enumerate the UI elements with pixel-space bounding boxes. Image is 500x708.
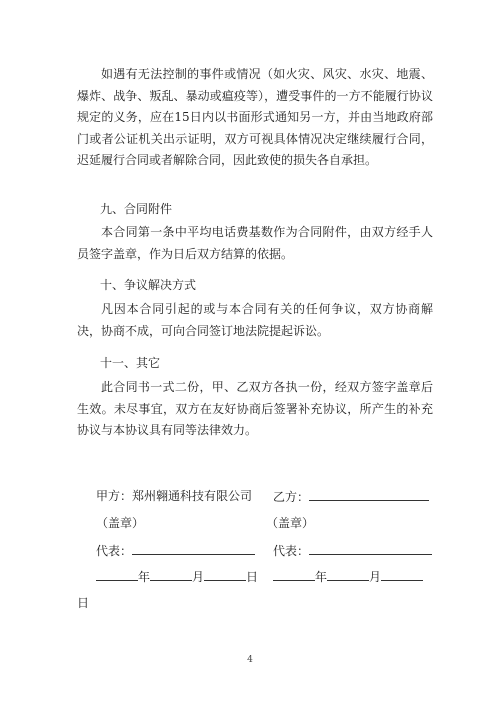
section-9-heading: 九、合同附件: [100, 202, 173, 216]
section-11-paragraph: 此合同书一式二份，甲、乙双方各执一份，经双方签字盖章后生效。未尽事宜，双方在友好协商后签署补充协议，所产生的补充协议与本协议具有同等法律效力。: [77, 380, 433, 437]
party-a-representative-line: [96, 542, 255, 559]
party-a-month-blank[interactable]: [150, 568, 192, 581]
party-a-name: 郑州翱通科技有限公司: [132, 489, 253, 503]
party-b-day-blank[interactable]: [381, 568, 423, 581]
section-11-heading: 十一、其它: [100, 356, 161, 370]
party-a-date-line: [96, 568, 258, 585]
force-majeure-paragraph: 如遇有无法控制的事件或情况（如火灾、风灾、水灾、地震、爆炸、战争、叛乱、暴动或瘟疫等），遭受事件的一方不能履行协议规定的义务，应在15日内以书面形式通知另一方，并由当地政府部门或者公证机关出示证明，双方可视具体情况决定继续履行合同，迟延履行合同或者解除合同，因此致使的损失各自承担。: [77, 67, 433, 167]
party-b-month-blank[interactable]: [327, 568, 369, 581]
party-b-representative-line: [273, 542, 432, 559]
party-a-seal: （盖章）: [96, 516, 145, 530]
section-10-heading: 十、争议解决方式: [100, 278, 197, 292]
party-b-seal: （盖章）: [266, 516, 315, 530]
party-a-rep-blank[interactable]: [132, 542, 255, 555]
page-number: 4: [247, 655, 253, 665]
party-a-line: [96, 488, 252, 504]
party-a-year-blank[interactable]: [96, 568, 138, 581]
party-a-year-label: 年: [138, 570, 151, 584]
party-b-line: [273, 488, 429, 505]
party-b-day-label: 日: [77, 596, 90, 610]
section-10-paragraph: 凡因本合同引起的或与本合同有关的任何争议，双方协商解决，协商不成，可向合同签订地法院提起诉讼。: [77, 302, 433, 338]
party-a-day-blank[interactable]: [204, 568, 246, 581]
party-b-year-blank[interactable]: [273, 568, 315, 581]
party-b-name-blank[interactable]: [309, 488, 429, 501]
party-b-label: 乙方：: [273, 490, 310, 504]
party-a-rep-label: 代表：: [96, 544, 133, 558]
party-b-month-label: 月: [369, 570, 382, 584]
party-a-day-label: 日: [246, 570, 259, 584]
party-a-month-label: 月: [192, 570, 205, 584]
party-b-rep-label: 代表：: [273, 544, 310, 558]
party-b-date-line: [273, 568, 423, 585]
party-b-rep-blank[interactable]: [309, 542, 432, 555]
party-b-year-label: 年: [315, 570, 328, 584]
party-a-label: 甲方：: [96, 489, 133, 503]
section-9-paragraph: 本合同第一条中平均电话费基数作为合同附件，由双方经手人员签字盖章，作为日后双方结算的依据。: [77, 225, 433, 261]
